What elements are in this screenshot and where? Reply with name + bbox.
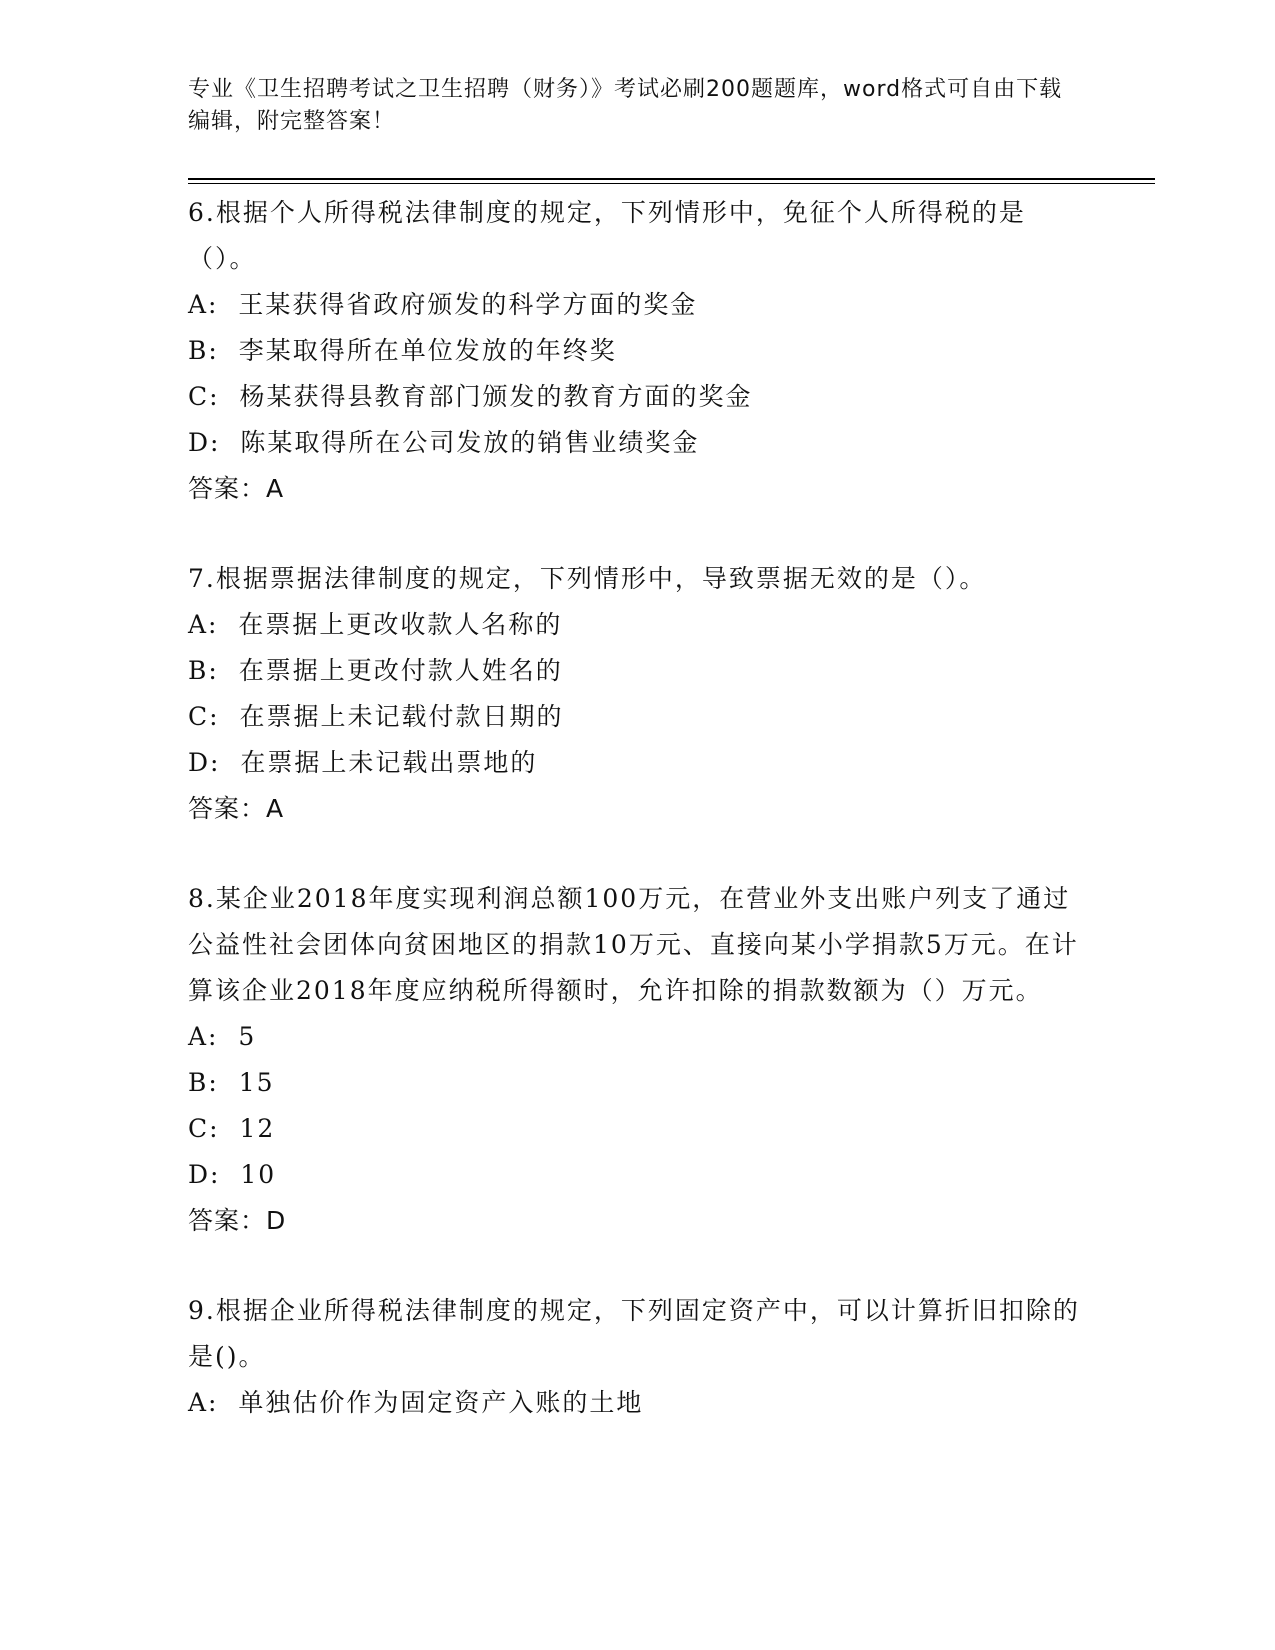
question-list [188,190,1088,1426]
header-divider-thick [188,178,1155,180]
answer-line: 答案：D [188,1206,287,1235]
option-b: B: 在票据上更改付款人姓名的 [188,656,563,685]
page-header-text: 专业《卫生招聘考试之卫生招聘（财务）》考试必刷200题题库，word格式可自由下载编辑，附完整答案！ [188,77,1063,134]
option-b: B: 李某取得所在单位发放的年终奖 [188,336,617,365]
question-spacer [188,512,1088,556]
option-d: D: 在票据上未记载出票地的 [188,748,538,777]
answer-line: 答案：A [188,794,285,823]
option-c: C: 杨某获得县教育部门颁发的教育方面的奖金 [188,382,753,411]
answer-line: 答案：A [188,474,285,503]
question-stem: 6.根据个人所得税法律制度的规定，下列情形中，免征个人所得税的是（）。 [188,198,1026,273]
option-b: B: 15 [188,1068,275,1097]
header-divider-thin [188,183,1155,184]
option-a: A: 在票据上更改收款人名称的 [188,610,563,639]
option-a: A: 5 [188,1022,257,1051]
question-spacer [188,832,1088,876]
question-7 [188,556,1088,832]
option-a: A: 王某获得省政府颁发的科学方面的奖金 [188,290,698,319]
question-stem: 8.某企业2018年度实现利润总额100万元，在营业外支出账户列支了通过公益性社会团体向贫困地区的捐款10万元、直接向某小学捐款5万元。在计算该企业2018年度应纳税所得额时，允许扣除的捐款数额为（）万元。 [188,884,1079,1005]
question-6 [188,190,1088,512]
question-stem: 7.根据票据法律制度的规定，下列情形中，导致票据无效的是（）。 [188,564,987,593]
option-c: C: 在票据上未记载付款日期的 [188,702,564,731]
question-spacer [188,1244,1088,1288]
question-9 [188,1288,1088,1426]
option-d: D: 10 [188,1160,277,1189]
question-8 [188,876,1088,1244]
option-d: D: 陈某取得所在公司发放的销售业绩奖金 [188,428,700,457]
question-stem: 9.根据企业所得税法律制度的规定，下列固定资产中，可以计算折旧扣除的是()。 [188,1296,1080,1371]
option-a: A: 单独估价作为固定资产入账的土地 [188,1388,644,1417]
option-c: C: 12 [188,1114,276,1143]
